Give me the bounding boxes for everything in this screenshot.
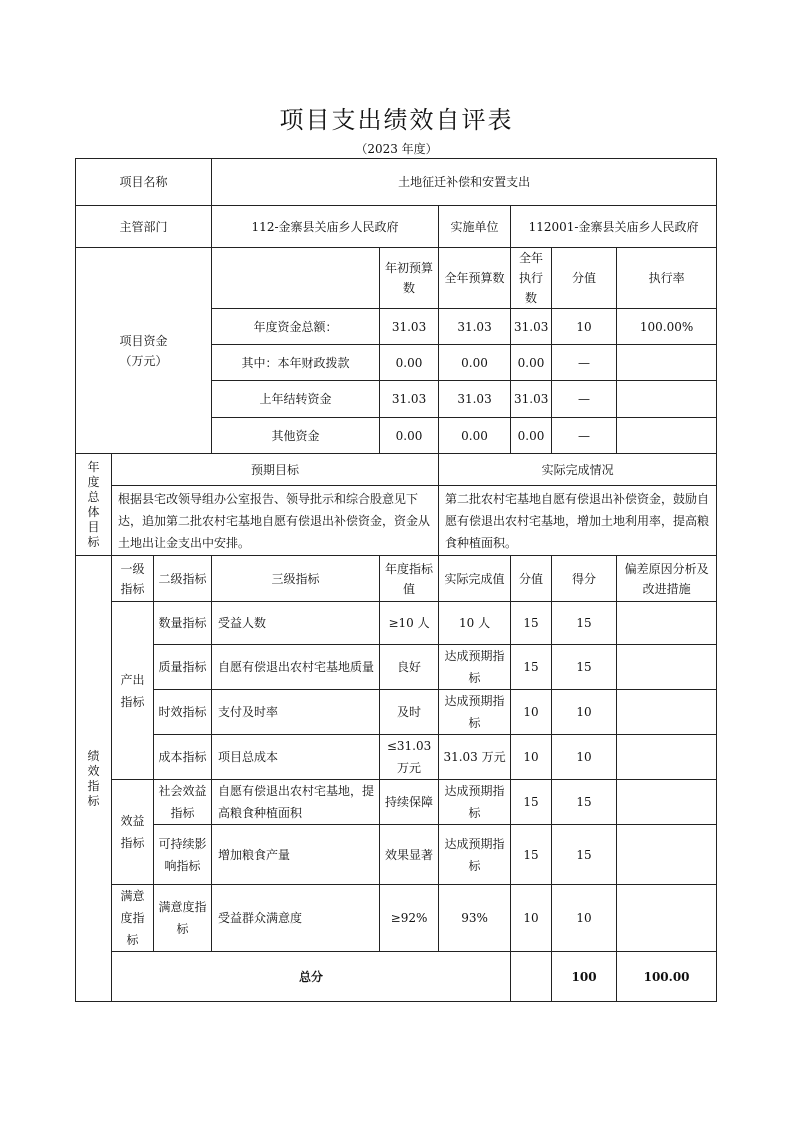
perf-l2: 数量指标 (154, 602, 212, 645)
fund-executed: 31.03 (511, 381, 552, 418)
funds-header-0: 年初预算数 (380, 248, 439, 309)
fund-rate (617, 345, 717, 381)
fund-executed: 0.00 (511, 345, 552, 381)
funds-header-1: 全年预算数 (439, 248, 511, 309)
perf-note (617, 885, 717, 952)
unit-value: 112001-金寨县关庙乡人民政府 (511, 206, 717, 248)
funds-label-text: 项目资金 (119, 333, 168, 348)
fund-rate (617, 418, 717, 454)
page-title: 项目支出绩效自评表 (279, 106, 514, 134)
perf-get: 15 (552, 602, 617, 645)
funds-unit: （万元） (119, 353, 168, 368)
fund-initial: 31.03 (380, 309, 439, 345)
perf-l2: 质量指标 (154, 645, 212, 690)
perf-score: 15 (511, 780, 552, 825)
project-name-label: 项目名称 (76, 159, 212, 206)
perf-target: ≤31.03万元 (380, 735, 439, 780)
goals-expected-label: 预期目标 (112, 454, 439, 486)
perf-l2: 时效指标 (154, 690, 212, 735)
fund-budget: 0.00 (439, 345, 511, 381)
perf-l3: 增加粮食产量 (212, 825, 380, 885)
perf-label: 绩 效 指 标 (76, 556, 112, 1002)
perf-row (76, 885, 717, 952)
project-name-value: 土地征迁补偿和安置支出 (212, 159, 717, 206)
fund-executed: 31.03 (511, 309, 552, 345)
dept-value: 112-金寨县关庙乡人民政府 (212, 206, 439, 248)
perf-l1: 产出指标 (112, 602, 154, 780)
fund-name: 其他资金 (212, 418, 380, 454)
perf-note (617, 602, 717, 645)
perf-note (617, 690, 717, 735)
total-score: 100 (552, 952, 617, 1002)
perf-row (76, 780, 717, 825)
perf-l3: 自愿有偿退出农村宅基地质量 (212, 645, 380, 690)
perf-score: 15 (511, 602, 552, 645)
perf-l2: 可持续影响指标 (154, 825, 212, 885)
fund-budget: 0.00 (439, 418, 511, 454)
perf-l1: 满意度指标 (112, 885, 154, 952)
perf-row (76, 645, 717, 690)
dept-label: 主管部门 (76, 206, 212, 248)
perf-target: 持续保障 (380, 780, 439, 825)
fund-budget: 31.03 (439, 381, 511, 418)
perf-get: 10 (552, 690, 617, 735)
perf-header-score: 分值 (511, 556, 552, 602)
perf-header-l2: 二级指标 (154, 556, 212, 602)
perf-actual: 达成预期指标 (439, 690, 511, 735)
perf-get: 15 (552, 780, 617, 825)
perf-header-l3: 三级指标 (212, 556, 380, 602)
fund-name: 年度资金总额： (212, 309, 380, 345)
perf-l3: 受益群众满意度 (212, 885, 380, 952)
perf-header-target: 年度指标值 (380, 556, 439, 602)
fund-name: 其中：本年财政拨款 (212, 345, 380, 381)
perf-score: 15 (511, 825, 552, 885)
perf-target: ≥92% (380, 885, 439, 952)
perf-row (76, 735, 717, 780)
perf-target: 良好 (380, 645, 439, 690)
perf-get: 15 (552, 645, 617, 690)
perf-row (76, 602, 717, 645)
goals-actual-text: 第二批农村宅基地自愿有偿退出补偿资金，鼓励自愿有偿退出农村宅基地，增加土地利用率，提高粮食种植面积。 (439, 486, 717, 556)
perf-score: 15 (511, 645, 552, 690)
perf-note (617, 780, 717, 825)
fund-name: 上年结转资金 (212, 381, 380, 418)
perf-l3: 支付及时率 (212, 690, 380, 735)
goals-actual-label: 实际完成情况 (439, 454, 717, 486)
fund-score: 10 (552, 309, 617, 345)
funds-label (76, 248, 212, 454)
perf-actual: 93% (439, 885, 511, 952)
fund-score: — (552, 418, 617, 454)
perf-score: 10 (511, 885, 552, 952)
perf-row (76, 825, 717, 885)
funds-header-4: 执行率 (617, 248, 717, 309)
perf-actual: 达成预期指标 (439, 780, 511, 825)
total-label: 总分 (112, 952, 511, 1002)
perf-row (76, 690, 717, 735)
funds-header-2: 全年执行数 (511, 248, 552, 309)
year-subtitle: （2023 年度） (355, 142, 438, 156)
perf-header-get: 得分 (552, 556, 617, 602)
total-blank (511, 952, 552, 1002)
goals-label: 年 度 总 体 目 标 (76, 454, 112, 556)
fund-initial: 0.00 (380, 418, 439, 454)
perf-target: ≥10 人 (380, 602, 439, 645)
fund-rate (617, 381, 717, 418)
perf-l2: 成本指标 (154, 735, 212, 780)
perf-get: 10 (552, 885, 617, 952)
perf-note (617, 735, 717, 780)
perf-l3: 自愿有偿退出农村宅基地，提高粮食种植面积 (212, 780, 380, 825)
fund-score: — (552, 345, 617, 381)
perf-header-actual: 实际完成值 (439, 556, 511, 602)
perf-get: 10 (552, 735, 617, 780)
perf-score: 10 (511, 735, 552, 780)
perf-target: 效果显著 (380, 825, 439, 885)
perf-actual: 31.03 万元 (439, 735, 511, 780)
fund-score: — (552, 381, 617, 418)
evaluation-table (75, 158, 717, 1002)
funds-header-blank (212, 248, 380, 309)
perf-note (617, 825, 717, 885)
perf-target: 及时 (380, 690, 439, 735)
perf-actual: 达成预期指标 (439, 825, 511, 885)
perf-header-l1: 一级指标 (112, 556, 154, 602)
perf-l1: 效益指标 (112, 780, 154, 885)
perf-l2: 社会效益指标 (154, 780, 212, 825)
fund-budget: 31.03 (439, 309, 511, 345)
fund-rate: 100.00% (617, 309, 717, 345)
fund-initial: 31.03 (380, 381, 439, 418)
perf-score: 10 (511, 690, 552, 735)
perf-l3: 受益人数 (212, 602, 380, 645)
unit-label: 实施单位 (439, 206, 511, 248)
perf-get: 15 (552, 825, 617, 885)
fund-executed: 0.00 (511, 418, 552, 454)
perf-actual: 10 人 (439, 602, 511, 645)
goals-expected-text: 根据县宅改领导组办公室报告、领导批示和综合股意见下达，追加第二批农村宅基地自愿有偿退出补偿资金，资金从土地出让金支出中安排。 (112, 486, 439, 556)
fund-initial: 0.00 (380, 345, 439, 381)
total-get: 100.00 (617, 952, 717, 1002)
perf-l3: 项目总成本 (212, 735, 380, 780)
perf-l2: 满意度指标 (154, 885, 212, 952)
perf-actual: 达成预期指标 (439, 645, 511, 690)
funds-header-3: 分值 (552, 248, 617, 309)
perf-header-note: 偏差原因分析及改进措施 (617, 556, 717, 602)
perf-note (617, 645, 717, 690)
